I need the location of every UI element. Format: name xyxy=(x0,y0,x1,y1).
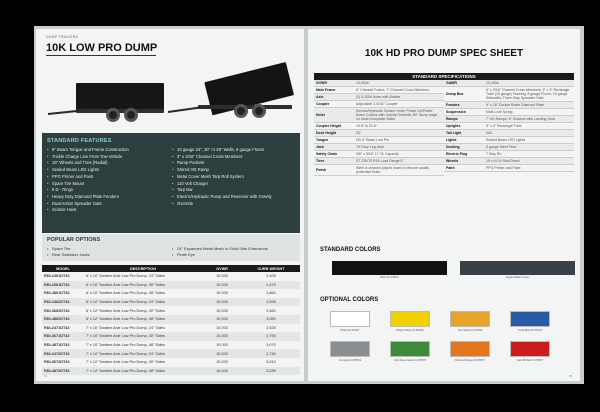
spec-value: 7K Drop Leg Jack xyxy=(354,144,444,151)
spec-value: 6" Channel Frame; 7" Channel Cross Members xyxy=(354,87,444,94)
curb-weight-cell: 3,010 xyxy=(266,360,276,365)
title-underline xyxy=(46,55,156,56)
description-cell: 7' x 12' Tandem Axle Low Pro Dump, 48" Sides xyxy=(84,367,202,376)
spec-table-left xyxy=(314,80,444,176)
column-header: MODEL xyxy=(42,265,84,272)
color-swatch xyxy=(450,341,490,357)
table-row xyxy=(42,324,300,333)
color-swatch xyxy=(460,261,575,275)
table-row xyxy=(42,298,300,307)
curb-weight-cell: 2,595 xyxy=(242,298,300,307)
spec-row xyxy=(314,94,444,101)
spec-value: 8 gauge Steel Floor xyxy=(484,144,574,151)
color-swatch xyxy=(330,311,370,327)
gvwr-cell: 10,000 xyxy=(202,281,242,290)
model-cell: RDL4871DT43 xyxy=(44,343,70,348)
color-swatch xyxy=(450,311,490,327)
options-list-right xyxy=(172,246,268,258)
spec-label: Electric Plug xyxy=(444,151,484,158)
model-cell: RDL4862DT43 xyxy=(42,315,84,324)
feature-item: • 10 gauge 24", 30" or 48" Walls, 8 gauge Floors xyxy=(172,147,296,154)
feature-item: • Stored HD Ramp xyxy=(172,167,296,174)
spec-value: 9" x 16" Double Brake Diamond Plate xyxy=(484,102,574,109)
spec-value: Sealed Beam LED Lights xyxy=(484,137,574,144)
spec-row xyxy=(314,158,444,165)
spec-value: HD 6" Beam Low Pro xyxy=(354,137,444,144)
description-cell: 6' x 12' Tandem Axle Low Pro Dump, 30" Sides xyxy=(86,308,165,313)
feature-item: • 15" Wheels and Tires (Radial) xyxy=(47,160,171,167)
standard-colors-heading: STANDARD COLORS xyxy=(320,247,381,253)
description-cell: 7' x 10' Tandem Axle Low Pro Dump, 30" Sides xyxy=(84,332,202,341)
color-swatch xyxy=(332,261,447,275)
gvwr-cell: 10,000 xyxy=(216,360,228,365)
curb-weight-cell: 2,405 xyxy=(266,274,276,279)
model-cell: RDL3672DT43 xyxy=(44,360,70,365)
spec-row xyxy=(444,165,574,172)
features-list-left xyxy=(47,147,171,214)
option-item: • Rear Stabilizer Jacks xyxy=(47,252,90,258)
model-cell: RDL4872DT43 xyxy=(42,367,84,376)
model-table-body xyxy=(42,272,300,375)
model-cell: RDL4861DT43 xyxy=(44,291,70,296)
spec-value: 6" x 3/16" Channel Cross Members; 2" x 3" Rectangle Tube (10 gauge) Framing; 8 gauge Floors; 10 gauge Sidewalls; Three Way Spreader Gate xyxy=(484,87,574,102)
gvwr-cell: 10,000 xyxy=(202,367,242,376)
description-cell: 6' x 12' Tandem Axle Low Pro Dump, 24" Sides xyxy=(84,298,202,307)
feature-item: • Spare Tire Mount xyxy=(47,181,171,188)
feature-item: • 110 Volt Charger xyxy=(172,181,296,188)
spec-header-bar: STANDARD SPECIFICATIONS xyxy=(314,73,574,80)
spec-label: GVWR xyxy=(314,80,354,87)
curb-weight-cell: 2,470 xyxy=(242,281,300,290)
spec-label: Paint xyxy=(444,165,484,172)
curb-weight-cell: 2,660 xyxy=(266,308,276,313)
spec-label: Tires xyxy=(314,158,354,165)
table-header-row xyxy=(42,265,300,272)
table-row xyxy=(42,315,300,324)
spec-value: Steel is cleaned (wiped down) to ensure quality protective finish xyxy=(354,165,444,176)
spec-row xyxy=(444,158,574,165)
spec-value: Electric/Hydraulic Scissor Hoist; Power Up/Power Down Control with Gravity Override; 80° dump angle on most Dumpable Sides xyxy=(354,108,444,123)
feature-item: • Metal Cover Mesh Tarp Roll System xyxy=(172,174,296,181)
page-number: 55 xyxy=(569,375,572,378)
curb-weight-cell: 3,070 xyxy=(266,343,276,348)
spec-row xyxy=(444,87,574,102)
feature-item: • Scissor Hoist xyxy=(47,207,171,214)
description-cell: 6' x 12' Tandem Axle Low Pro Dump, 48" Sides xyxy=(84,315,202,324)
table-row xyxy=(42,367,300,376)
spec-row xyxy=(444,137,574,144)
table-row xyxy=(42,281,300,290)
feature-item: • 3" x 3/16" Channel Cross Members xyxy=(172,154,296,161)
spec-row xyxy=(444,144,574,151)
right-page xyxy=(308,29,580,381)
features-heading: STANDARD FEATURES xyxy=(47,138,112,144)
feature-item: • Tarp Bar xyxy=(172,187,296,194)
spec-label: Uprights xyxy=(444,123,484,130)
curb-weight-cell: 2,790 xyxy=(242,332,300,341)
spec-value: 10,000# xyxy=(354,80,444,87)
color-name: Kubota Orange Kit PP007 xyxy=(455,359,485,362)
spec-label: Hoist xyxy=(314,108,354,123)
spec-row xyxy=(314,144,444,151)
trailer-photo-closed xyxy=(48,79,168,125)
color-name: John Deer Green Kit PP007 xyxy=(393,359,427,362)
brochure-spread xyxy=(34,26,584,384)
gvwr-cell: 10,000 xyxy=(202,298,242,307)
spec-value: 19.5" to 21.5" xyxy=(354,123,444,130)
spec-label: Finish xyxy=(314,165,354,176)
spec-label: Decking xyxy=(444,144,484,151)
feature-item: • Dual Action Spreader Gate xyxy=(47,201,171,208)
description-cell: 7' x 10' Tandem Axle Low Pro Dump, 24" Sides xyxy=(86,325,165,330)
model-cell: RDL2661DT43 xyxy=(42,281,84,290)
spec-label: Ramps xyxy=(444,116,484,123)
spec-label: Axle xyxy=(314,94,354,101)
feature-item: • Electric/Hydraulic Pump and Reservoir with Gravity xyxy=(172,194,296,201)
table-row xyxy=(42,306,300,315)
feature-item: • PPG Primer and Paint xyxy=(47,174,171,181)
spec-value: N/A xyxy=(484,130,574,137)
spec-label: Tongue xyxy=(314,137,354,144)
spec-row xyxy=(314,137,444,144)
page-title: 10K LOW PRO DUMP xyxy=(46,42,158,54)
spec-label: Wheels xyxy=(444,158,484,165)
gvwr-cell: 10,000 xyxy=(216,274,228,279)
color-name: Black Kit PP001 xyxy=(380,276,399,279)
feature-item: • Heavy Duty Diamond Plate Fenders xyxy=(47,194,171,201)
spec-value: 7 Way RV xyxy=(484,151,574,158)
spec-label: Fenders xyxy=(444,102,484,109)
color-name: Cast Bt Red Kit PP007 xyxy=(516,359,544,362)
spec-label: Deck Height xyxy=(314,130,354,137)
features-list-right xyxy=(172,147,296,207)
spec-value: Adjustable 2-5/16" Coupler xyxy=(354,101,444,108)
color-name: White Kit PP007 xyxy=(340,329,360,332)
model-cell: RDL3662DT43 xyxy=(44,308,70,313)
color-swatch xyxy=(510,341,550,357)
curb-weight-cell: 2,740 xyxy=(242,349,300,358)
spec-table-right xyxy=(444,80,574,172)
optional-colors-heading: OPTIONAL COLORS xyxy=(320,297,379,303)
spec-value: ST 225/75 R15 Load Range E xyxy=(354,158,444,165)
gvwr-cell: 10,000 xyxy=(202,332,242,341)
spec-row xyxy=(314,123,444,130)
model-cell: RDL2471DT43 xyxy=(44,325,70,330)
spec-value: 30" xyxy=(354,130,444,137)
option-item: • 24" Expanded Metal Mesh in Solid Side Extensions xyxy=(172,246,268,252)
option-item: • Pintle Eye xyxy=(172,252,268,258)
options-heading: POPULAR OPTIONS xyxy=(47,237,101,243)
model-table xyxy=(42,265,300,375)
spec-label: Coupler Height xyxy=(314,123,354,130)
description-cell: 6' x 10' Tandem Axle Low Pro Dump, 24" Sides xyxy=(86,274,165,279)
section-eyebrow: DUMP TRAILERS xyxy=(46,35,79,39)
gvwr-cell: 10,000 xyxy=(202,349,242,358)
feature-item: • 6" Beam Tongue and Frame Construction xyxy=(47,147,171,154)
description-cell: 7' x 12' Tandem Axle Low Pro Dump, 24" Sides xyxy=(84,349,202,358)
table-row xyxy=(42,341,300,350)
color-name: Eagle Modern Gray xyxy=(506,276,529,279)
table-row xyxy=(42,349,300,358)
spec-row xyxy=(314,101,444,108)
spec-value: 15 x 6.0 6 Stud Direct xyxy=(484,158,574,165)
column-header: DESCRIPTION xyxy=(84,265,202,272)
spec-row xyxy=(314,130,444,137)
curb-weight-cell: 2,860 xyxy=(266,291,276,296)
feature-item: • Sealed Beam LED Lights xyxy=(47,167,171,174)
spec-value: 7' HD Ramps; 6" Channel with Landing Gear xyxy=(484,116,574,123)
gvwr-cell: 10,000 xyxy=(202,315,242,324)
table-row xyxy=(42,289,300,298)
spec-label: Tail Light xyxy=(444,130,484,137)
popular-options-panel xyxy=(42,234,300,261)
spec-label: Main Frame xyxy=(314,87,354,94)
description-cell: 7' x 10' Tandem Axle Low Pro Dump, 48" Sides xyxy=(86,343,165,348)
spec-row xyxy=(444,123,574,130)
curb-weight-cell: 3,285 xyxy=(242,367,300,376)
trailer-photo-raised xyxy=(168,59,298,131)
description-cell: 6' x 10' Tandem Axle Low Pro Dump, 48" Sides xyxy=(86,291,165,296)
spec-value: 3" x 4" Rectangle Tube xyxy=(484,123,574,130)
column-header: CURB WEIGHT xyxy=(242,265,300,272)
model-cell: RDL2462DT43 xyxy=(42,298,84,307)
photo-frame xyxy=(8,6,592,406)
spec-row xyxy=(444,102,574,109)
column-header: GVWR xyxy=(202,265,242,272)
page-number: 54 xyxy=(44,375,47,378)
table-row xyxy=(42,358,300,367)
spec-row xyxy=(444,151,574,158)
color-name: Ice Gray Kit PP003 xyxy=(338,359,362,362)
feature-item: • Ramp Pockets xyxy=(172,160,296,167)
spec-label: Coupler xyxy=(314,101,354,108)
color-name: Cat Yellow Kit PP004 xyxy=(457,329,483,332)
gvwr-cell: 10,000 xyxy=(216,325,228,330)
spec-label: Jack xyxy=(314,144,354,151)
curb-weight-cell: 2,525 xyxy=(266,325,276,330)
model-cell: RDL2461DT43 xyxy=(44,274,70,279)
spec-value: 10,400# xyxy=(484,80,574,87)
color-swatch xyxy=(510,311,550,327)
gvwr-cell: 10,000 xyxy=(216,308,228,313)
model-cell: RDL3671DT43 xyxy=(42,332,84,341)
spec-row xyxy=(314,108,444,123)
spec-label: Safety Chain xyxy=(314,151,354,158)
color-name: Bright Yellow Kit PP003 xyxy=(396,329,424,332)
feature-item: • Trickle Charge Line From Tow Vehicle xyxy=(47,154,171,161)
spec-row xyxy=(444,130,574,137)
color-swatch xyxy=(330,341,370,357)
standard-features-panel xyxy=(42,133,300,233)
spec-row xyxy=(314,151,444,158)
model-cell: RDL2472DT43 xyxy=(42,349,84,358)
color-name: Truck Blue Kit PP107 xyxy=(517,329,543,332)
spec-value: 3/8" x 3/16" 17.7K Capacity xyxy=(354,151,444,158)
spec-sheet-title: 10K HD PRO DUMP SPEC SHEET xyxy=(364,48,524,59)
feature-item: • 8 D - Rings xyxy=(47,187,171,194)
curb-weight-cell: 3,050 xyxy=(242,315,300,324)
spec-label: Suspension xyxy=(444,109,484,116)
spec-row xyxy=(314,165,444,176)
table-row xyxy=(42,272,300,281)
spec-value: Multi-Leaf Spring xyxy=(484,109,574,116)
spec-value: (2) 5,200# Axles with Brakes xyxy=(354,94,444,101)
spec-label: GAWR xyxy=(444,80,484,87)
color-swatch xyxy=(390,311,430,327)
options-list-left xyxy=(47,246,90,258)
gvwr-cell: 10,000 xyxy=(216,343,228,348)
spec-row xyxy=(314,87,444,94)
spec-label: Lights xyxy=(444,137,484,144)
table-row xyxy=(42,332,300,341)
description-cell: 6' x 10' Tandem Axle Low Pro Dump, 30" Sides xyxy=(84,281,202,290)
gvwr-cell: 10,000 xyxy=(216,291,228,296)
description-cell: 7' x 12' Tandem Axle Low Pro Dump, 30" Sides xyxy=(86,360,165,365)
option-item: • Spare Tire xyxy=(47,246,90,252)
spec-value: PPG Primer and Paint xyxy=(484,165,574,172)
spec-row xyxy=(444,109,574,116)
color-swatch xyxy=(390,341,430,357)
spec-label: Dump Box xyxy=(444,87,484,102)
feature-item: • Override xyxy=(172,201,296,208)
spec-row xyxy=(444,116,574,123)
left-page xyxy=(36,29,304,381)
